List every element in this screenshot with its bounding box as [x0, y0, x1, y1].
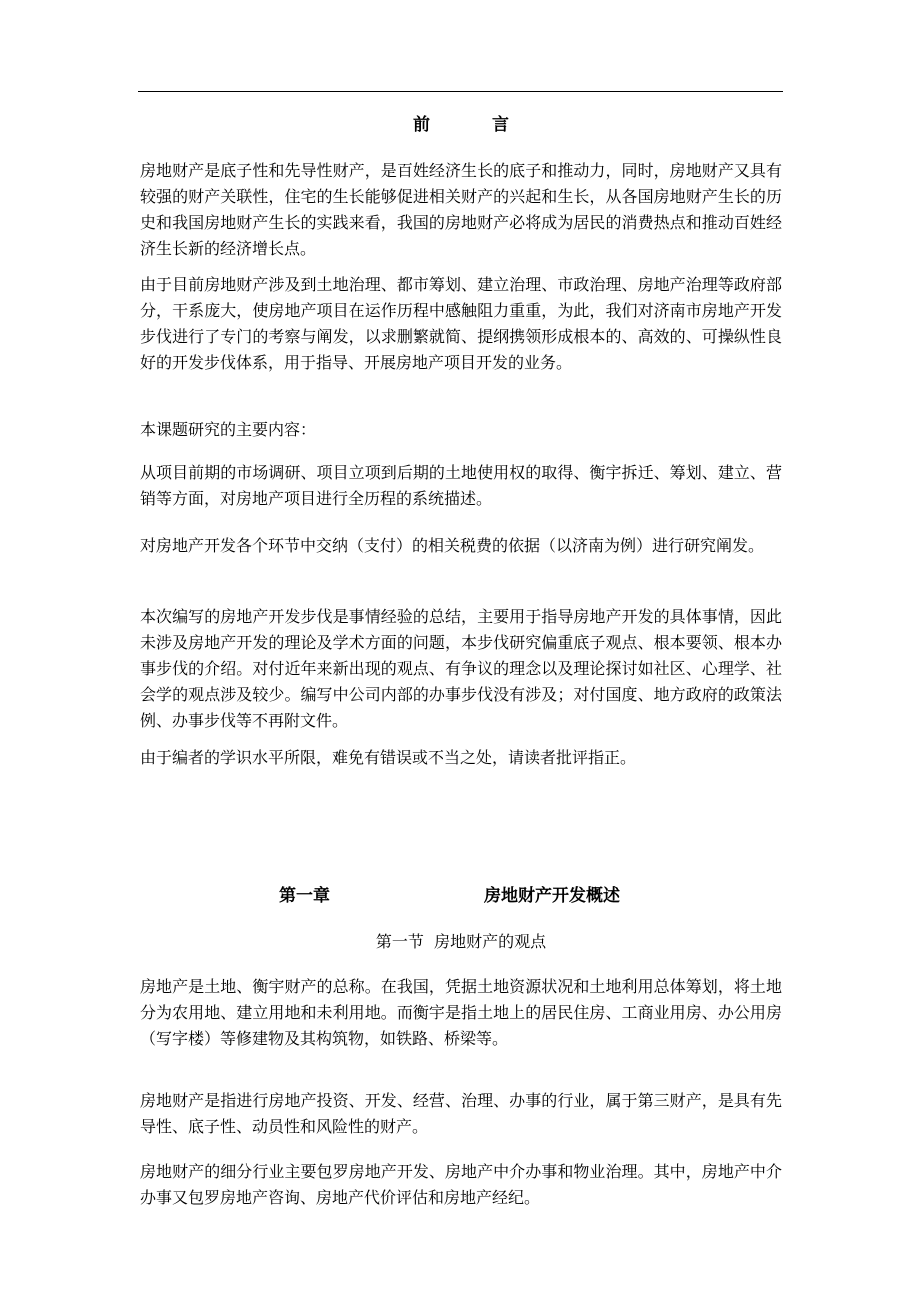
preface-heading-left: 前	[413, 115, 430, 135]
section-heading: 第一节 房地财产的观点	[375, 932, 547, 951]
preface-paragraph: 由于目前房地财产涉及到土地治理、都市筹划、建立治理、市政治理、房地产治理等政府部分，干系庞大，使房地产项目在运作历程中感触阻力重重，为此，我们对济南市房地产开发步伐进行了专门的考察与阐发，以求删繁就简、提纲携领形成根本的、高效的、可操纵性良好的开发步伐体系，用于指导、开展房地产项目开发的业务。	[140, 275, 782, 372]
preface-paragraph: 从项目前期的市场调研、项目立项到后期的土地使用权的取得、衡宇拆迁、筹划、建立、营销等方面，对房地产项目进行全历程的系统描述。	[140, 463, 782, 508]
section-paragraph: 房地财产是指进行房地产投资、开发、经营、治理、办事的行业，属于第三财产，是具有先导性、底子性、动员性和风险性的财产。	[140, 1091, 782, 1136]
preface-paragraph: 由于编者的学识水平所限，难免有错误或不当之处，请读者批评指正。	[140, 748, 637, 767]
preface-heading-right: 言	[492, 115, 509, 135]
preface-paragraph: 对房地产开发各个环节中交纳（支付）的相关税费的依据（以济南为例）进行研究阐发。	[140, 536, 765, 555]
preface-paragraph: 本次编写的房地产开发步伐是事情经验的总结，主要用于指导房地产开发的具体事情，因此未涉及房地产开发的理论及学术方面的问题，本步伐研究偏重底子观点、根本要领、根本办事步伐的介绍。对付近年来新出现的观点、有争议的理念以及理论探讨如社区、心理学、社会学的观点涉及较少。编写中公司内部的办事步伐没有涉及；对付国度、地方政府的政策法例、办事步伐等不再附文件。	[140, 607, 782, 730]
section-paragraph: 房地产是土地、衡宇财产的总称。在我国，凭据土地资源状况和土地利用总体筹划，将土地分为农用地、建立用地和未利用地。而衡宇是指土地上的居民住房、工商业用房、办公用房（写字楼）等修建物及其构筑物，如铁路、桥梁等。	[140, 977, 782, 1048]
header-rule	[138, 91, 783, 92]
preface-paragraph: 本课题研究的主要内容：	[140, 420, 317, 439]
chapter-title: 房地财产开发概述	[484, 886, 620, 906]
preface-heading	[140, 111, 782, 139]
chapter-heading	[140, 882, 782, 910]
section-paragraph: 房地财产的细分行业主要包罗房地产开发、房地产中介办事和物业治理。其中，房地产中介办事又包罗房地产咨询、房地产代价评估和房地产经纪。	[140, 1162, 782, 1207]
chapter-number: 第一章	[279, 886, 330, 906]
preface-paragraph: 房地财产是底子性和先导性财产，是百姓经济生长的底子和推动力，同时，房地财产又具有较强的财产关联性，住宅的生长能够促进相关财产的兴起和生长，从各国房地财产生长的历史和我国房地财产生长的实践来看，我国的房地财产必将成为居民的消费热点和推动百姓经济生长新的经济增长点。	[140, 161, 782, 258]
